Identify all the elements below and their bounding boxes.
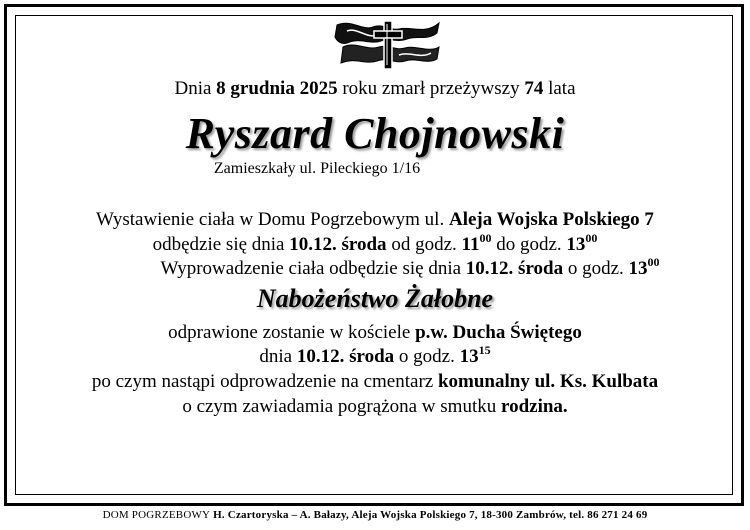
- cemetery-name: komunalny ul. Ks. Kulbata: [437, 371, 659, 392]
- deceased-name: Ryszard Chojnowski: [185, 109, 565, 158]
- service-time-line: dnia 10.12. środa o godz. $13^{15}$: [259, 343, 491, 367]
- departure-line: Wyprowadzenie ciała odbędzie się dnia 10.12. środa o godz. $13^{00}$: [160, 255, 660, 279]
- death-date: 8 grudnia 2025: [216, 78, 338, 99]
- viewing-location: Aleja Wojska Polskiego 7: [448, 209, 654, 230]
- viewing-time-line: odbędzie się dnia 10.12. środa od godz. $11^{00}$ do godz. $13^{00}$: [152, 231, 598, 255]
- cross-ribbon-icon: [333, 17, 443, 73]
- closing-line: o czym zawiadamia pogrążona w smutku rodzina.: [182, 396, 568, 417]
- address: Zamieszkały ul. Pileckiego 1/16: [213, 160, 421, 177]
- age: 74: [524, 78, 544, 99]
- death-info-line: Dnia 8 grudnia 2025 roku zmarł przeżywszy 74 lata: [174, 78, 576, 99]
- footer: DOM POGRZEBOWY H. Czartoryska – A. Bałazy, Aleja Wojska Polskiego 7, 18-300 Zambrów, tel. 86 271 24 69: [102, 509, 648, 521]
- family: rodzina.: [500, 396, 568, 417]
- viewing-location-line: Wystawienie ciała w Domu Pogrzebowym ul. Aleja Wojska Polskiego 7: [96, 209, 654, 230]
- service-title: Nabożeństwo Żałobne: [256, 284, 494, 313]
- church-name: p.w. Ducha Świętego: [415, 322, 582, 343]
- church-line: odprawione zostanie w kościele p.w. Ducha Świętego: [168, 322, 582, 343]
- cemetery-line: po czym nastąpi odprowadzenie na cmentarz komunalny ul. Ks. Kulbata: [91, 371, 659, 392]
